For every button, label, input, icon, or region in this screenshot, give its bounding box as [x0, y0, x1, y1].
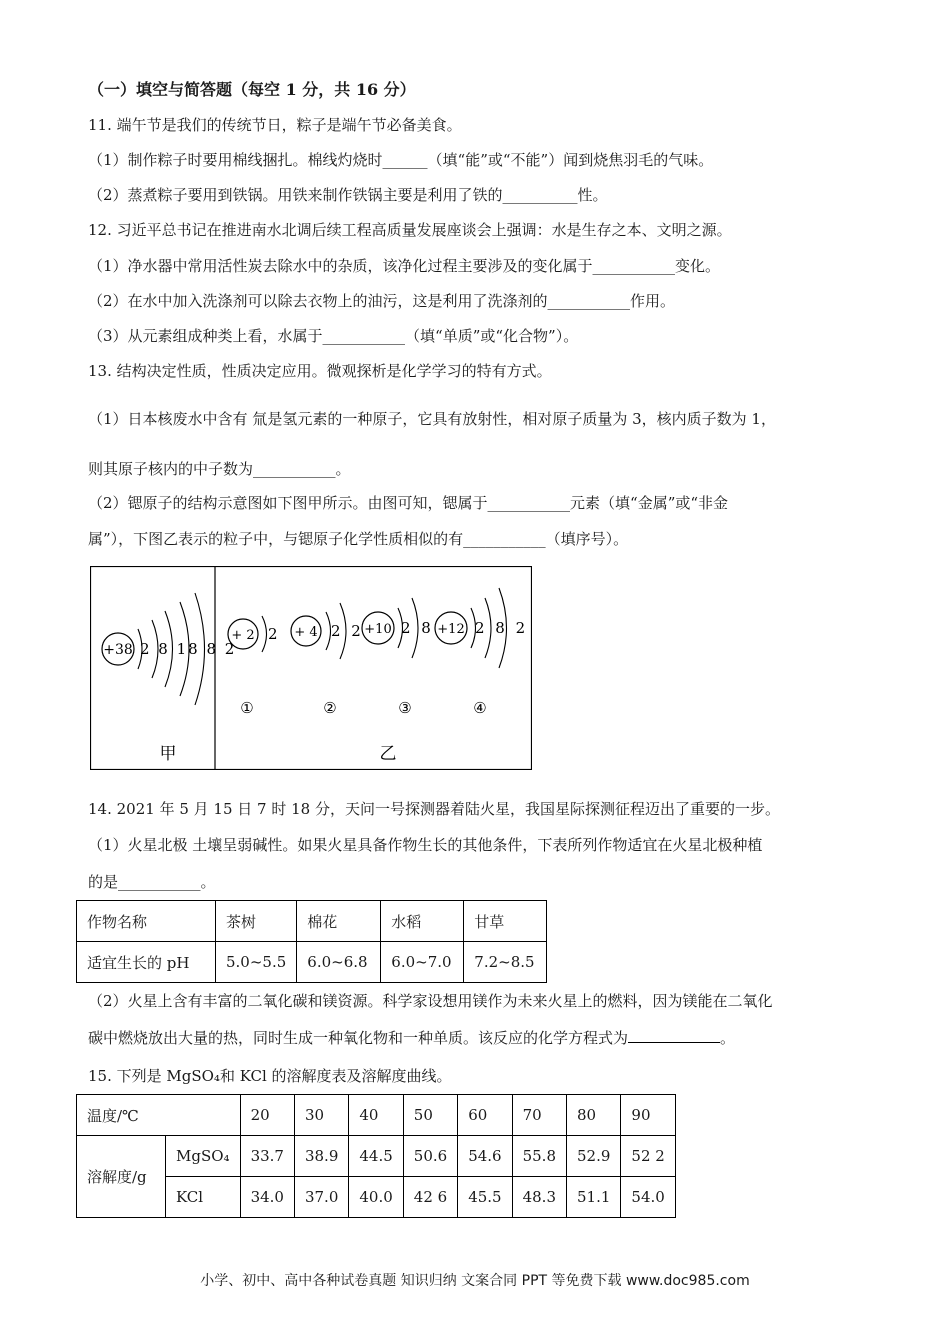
q14-part2-end: 。: [720, 1029, 736, 1047]
particle-3-index: ③: [398, 699, 412, 717]
sr-shells: 2 8 18 8 2: [140, 640, 237, 658]
particle-1-shells: 2: [268, 625, 278, 643]
ph-value-cell: 6.0~6.8: [297, 942, 381, 983]
q13-part2-line1: （2）锶原子的结构示意图如下图甲所示。由图可知，锶属于___________元素（填“金属”或“非金: [88, 494, 729, 512]
q14-part1-line1: （1）火星北极 土壤呈弱碱性。如果火星具备作物生长的其他条件，下表所列作物适宜在火星北极种植: [88, 836, 763, 854]
q11-part2: （2）蒸煮粽子要用到铁锅。用铁来制作铁锅主要是利用了铁的__________性。: [88, 186, 608, 204]
table-row: [77, 942, 547, 983]
temp-cell: 70: [512, 1095, 566, 1136]
crop-header-cell: 棉花: [297, 901, 381, 942]
q11-part1: （1）制作粽子时要用棉线捆扎。棉线灼烧时______（填“能”或“不能”）闻到烧焦羽毛的气味。: [88, 151, 714, 169]
particle-4-diagram: [435, 588, 528, 717]
q14-part2-line1: （2）火星上含有丰富的二氧化碳和镁资源。科学家设想用镁作为未来火星上的燃料，因为镁能在二氧化: [88, 992, 773, 1010]
strontium-atom-diagram: [102, 593, 236, 705]
solubility-cell: 44.5: [349, 1136, 403, 1177]
table-row: [77, 1177, 676, 1218]
temp-cell: 60: [458, 1095, 512, 1136]
figure-label-yi: 乙: [379, 744, 397, 764]
crop-header-cell: 茶树: [216, 901, 297, 942]
particle-2-nucleus: + 4: [294, 625, 318, 640]
solubility-table: [76, 1094, 676, 1218]
table-row: [77, 1095, 676, 1136]
particle-1-nucleus: + 2: [231, 628, 255, 643]
q13-part2-line2: 属”），下图乙表示的粒子中，与锶原子化学性质相似的有___________（填序号）。: [88, 530, 629, 548]
figure-label-jia: 甲: [159, 744, 177, 764]
solubility-cell: 52 2: [621, 1136, 675, 1177]
temp-cell: 90: [621, 1095, 675, 1136]
substance-cell: MgSO₄: [166, 1136, 241, 1177]
solubility-cell: 50.6: [403, 1136, 457, 1177]
q12-stem: 12. 习近平总书记在推进南水北调后续工程高质量发展座谈会上强调：水是生存之本、文明之源。: [88, 221, 732, 239]
temp-cell: 20: [240, 1095, 294, 1136]
crop-header-cell: 作物名称: [77, 901, 216, 942]
q12-part3: （3）从元素组成种类上看，水属于___________（填“单质”或“化合物”）。: [88, 327, 579, 345]
solubility-cell: 54.6: [458, 1136, 512, 1177]
solubility-cell: 52.9: [567, 1136, 621, 1177]
q14-part1-line2: 的是___________。: [88, 873, 216, 891]
particle-2-shells: 2 2: [331, 622, 364, 640]
solubility-cell: 51.1: [567, 1177, 621, 1218]
q14-stem: 14. 2021 年 5 月 15 日 7 时 18 分，天问一号探测器着陆火星，我国星际探测征程迈出了重要的一步。: [88, 800, 780, 818]
page-footer: 小学、初中、高中各种试卷真题 知识归纳 文案合同 PPT 等免费下载 www.doc985.com: [200, 1273, 750, 1289]
solubility-cell: 42 6: [403, 1177, 457, 1218]
crop-header-cell: 水稻: [381, 901, 464, 942]
particle-1-diagram: [228, 616, 278, 717]
table-row: [77, 901, 547, 942]
temp-cell: 30: [294, 1095, 348, 1136]
q12-part1: （1）净水器中常用活性炭去除水中的杂质，该净化过程主要涉及的变化属于___________变化。: [88, 257, 721, 275]
sr-nucleus: +38: [103, 642, 133, 658]
crop-header-cell: 甘草: [464, 901, 547, 942]
solubility-cell: 55.8: [512, 1136, 566, 1177]
solubility-cell: 54.0: [621, 1177, 675, 1218]
temp-label-cell: 温度/℃: [77, 1095, 241, 1136]
particle-3-shells: 2 8: [401, 619, 434, 637]
ph-label-cell: 适宜生长的 pH: [77, 942, 216, 983]
q13-part1-line2: 则其原子核内的中子数为___________。: [88, 460, 351, 478]
particle-1-index: ①: [240, 699, 254, 717]
solubility-cell: 33.7: [240, 1136, 294, 1177]
q13-stem: 13. 结构决定性质，性质决定应用。微观探析是化学学习的特有方式。: [88, 362, 552, 380]
q12-part2: （2）在水中加入洗涤剂可以除去衣物上的油污，这是利用了洗涤剂的___________作用。: [88, 292, 676, 310]
solubility-label-cell: 溶解度/g: [77, 1136, 166, 1218]
particle-3-nucleus: +10: [364, 622, 392, 637]
solubility-cell: 37.0: [294, 1177, 348, 1218]
solubility-cell: 48.3: [512, 1177, 566, 1218]
particle-2-diagram: [291, 603, 364, 717]
ph-value-cell: 5.0~5.5: [216, 942, 297, 983]
table-row: [77, 1136, 676, 1177]
substance-cell: KCl: [166, 1177, 241, 1218]
q14-part2-text: 碳中燃烧放出大量的热，同时生成一种氧化物和一种单质。该反应的化学方程式为: [88, 1029, 629, 1047]
q11-stem: 11. 端午节是我们的传统节日，粽子是端午节必备美食。: [88, 116, 462, 134]
temp-cell: 50: [403, 1095, 457, 1136]
section-title: （一）填空与简答题（每空 1 分，共 16 分）: [88, 80, 416, 99]
solubility-cell: 45.5: [458, 1177, 512, 1218]
solubility-cell: 40.0: [349, 1177, 403, 1218]
atomic-structure-figure: [90, 566, 532, 770]
particle-3-diagram: [362, 598, 434, 717]
particle-4-index: ④: [473, 699, 487, 717]
temp-cell: 40: [349, 1095, 403, 1136]
particle-4-nucleus: +12: [437, 622, 465, 637]
temp-cell: 80: [567, 1095, 621, 1136]
q15-stem: 15. 下列是 MgSO₄和 KCl 的溶解度表及溶解度曲线。: [88, 1067, 452, 1085]
solubility-cell: 38.9: [294, 1136, 348, 1177]
q14-part2-line2: [88, 1027, 735, 1048]
ph-value-cell: 7.2~8.5: [464, 942, 547, 983]
crop-ph-table: [76, 900, 547, 983]
solubility-cell: 34.0: [240, 1177, 294, 1218]
particle-4-shells: 2 8 2: [475, 619, 529, 637]
particle-2-index: ②: [323, 699, 337, 717]
q13-part1-line1: （1）日本核废水中含有 氚是氢元素的一种原子，它具有放射性，相对原子质量为 3，核内质子数为 1，: [88, 410, 776, 428]
answer-blank: [628, 1028, 720, 1043]
ph-value-cell: 6.0~7.0: [381, 942, 464, 983]
